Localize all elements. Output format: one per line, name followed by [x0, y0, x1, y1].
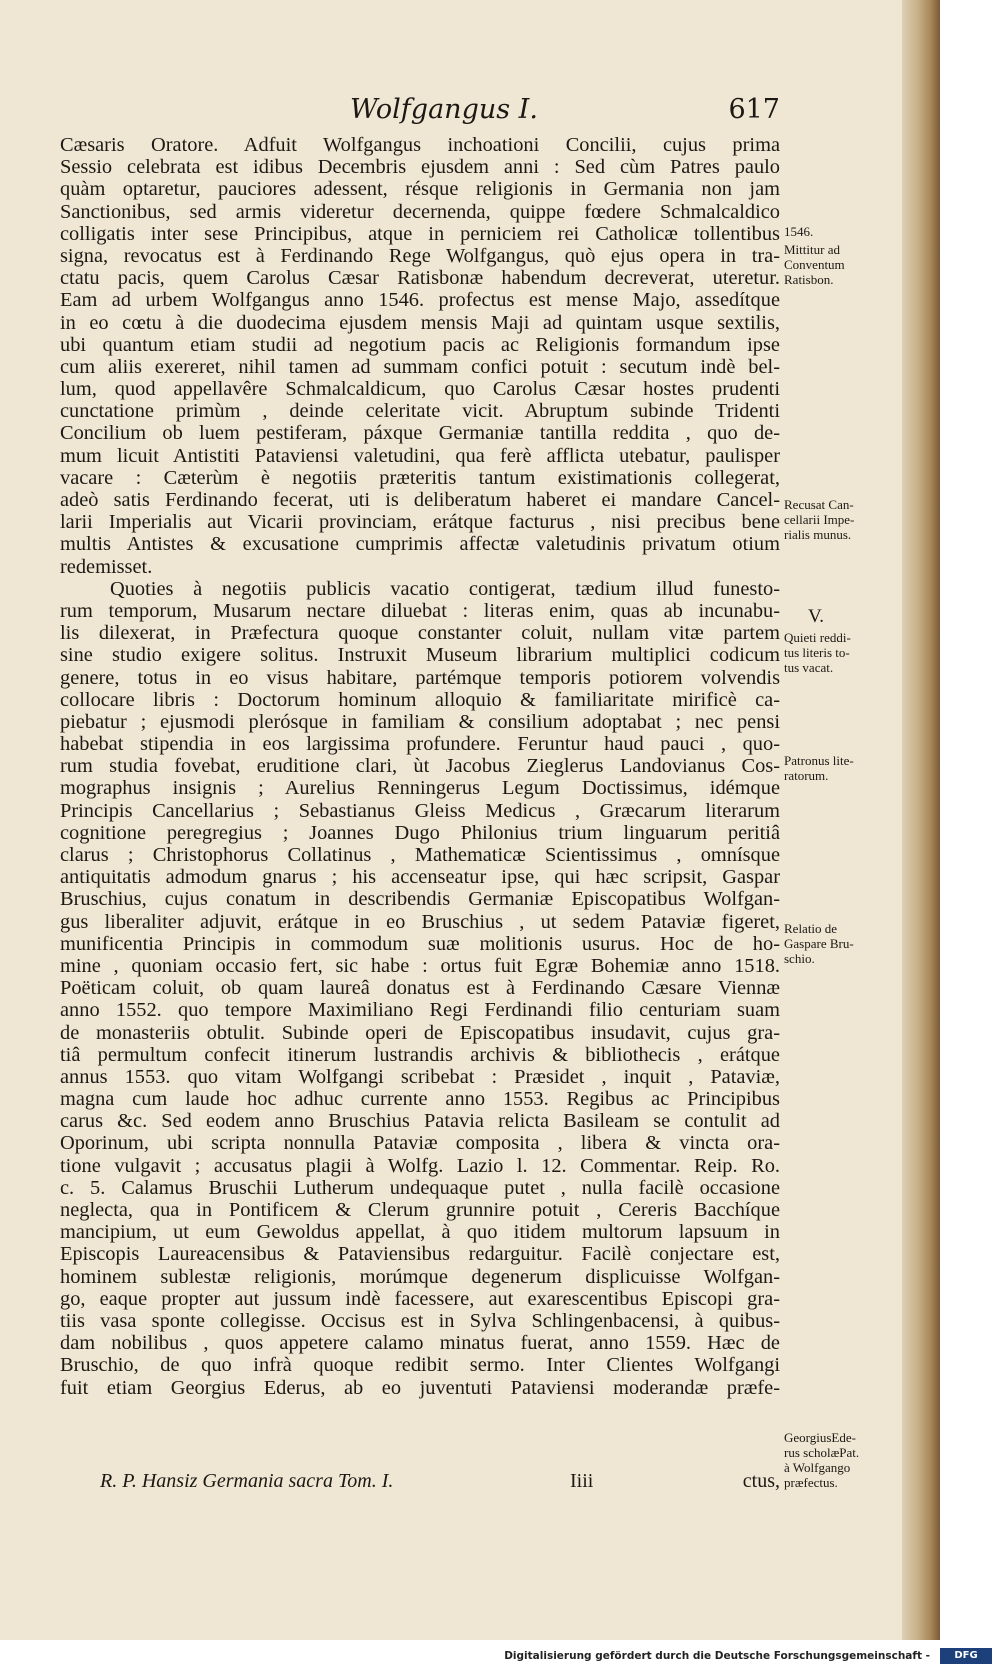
text-line: Oporinum, ubi scripta nonnulla Pataviæ composita , libera & vincta ora- [60, 1132, 780, 1155]
text-line: cognitione peregregius ; Joannes Dugo Philonius trium linguarum peritiâ [60, 821, 780, 844]
text-line: ctatu pacis, quem Carolus Cæsar Ratisbonæ habendum decreverat, uteretur. [60, 267, 780, 290]
page-number: 617 [728, 94, 780, 125]
text-line: Concilium ob luem pestiferam, páxque Germaniæ tantilla reddita , quo de- [60, 422, 780, 445]
margin-note-line: rus scholæPat. [784, 1445, 860, 1460]
margin-note-line: ratorum. [784, 768, 829, 783]
text-line: go, eaque propter aut jussum indè facessere, aut exarescentibus Episcopi gra- [60, 1287, 780, 1310]
margin-note-line: Quieti reddi- [784, 630, 851, 645]
text-line: Cæsaris Oratore. Adfuit Wolfgangus inchoationi Concilii, cujus prima [60, 134, 780, 156]
text-line: dam nobilibus , quos appetere calamo minatus fuerat, anno 1559. Hæc de [60, 1332, 780, 1355]
page-header [60, 94, 780, 130]
text-line: clarus ; Christophorus Collatinus , Mathematicæ Scientissimus , omnísque [60, 844, 780, 866]
text-line: Eam ad urbem Wolfgangus anno 1546. profectus est mense Majo, assedítque [60, 289, 780, 312]
text-line: colligatis inter sese Principibus, atque in perniciem rei Catholicæ tollentibus [60, 222, 780, 245]
text-line: ubi quantum etiam studii ad negotium pacis ac Religionis formandum ipse [60, 333, 780, 356]
margin-note-line: tus vacat. [784, 660, 834, 675]
text-line: tione vulgavit ; accusatus plagii à Wolfg. Lazio l. 12. Commentar. Reip. Ro. [60, 1154, 780, 1177]
text-line: piebatur ; ejusmodi plerósque in familiam & consilium adoptabat ; nec pensi [60, 710, 780, 733]
margin-note-line: Ratisbon. [784, 272, 834, 287]
margin-note-line: Conventum [784, 257, 845, 272]
text-line: mographus insignis ; Aurelius Renningerus Legum Doctissimus, idémque [60, 777, 780, 800]
text-line: Bruschio, de quo infrà quoque redibit sermo. Inter Clientes Wolfgangi [60, 1354, 780, 1377]
page-footer [100, 1470, 780, 1496]
text-line: cunctatione primùm , deinde celeritate vicit. Abruptum subinde Tridenti [60, 400, 780, 423]
text-line: fuit etiam Georgius Ederus, ab eo juventuti Pataviensi moderandæ præfe- [60, 1376, 780, 1399]
margin-note-line: tus literis to- [784, 645, 850, 660]
text-line: tiâ permultum confecit itinerum lustrandis archivis & bibliothecis , erátque [60, 1043, 780, 1066]
text-line: signa, revocatus est à Ferdinando Rege Wolfgangus, quò ejus opera in tra- [60, 244, 780, 267]
digitization-credit-bar [0, 1648, 1000, 1668]
text-line: lum, quod appellavêre Schmalcaldicum, quo Carolus Cæsar hostes prudenti [60, 378, 780, 401]
text-line: cum aliis exereret, nihil tamen ad summam confici potuit : secutum indè bel- [60, 355, 780, 378]
text-line: collocare libris : Doctorum hominum alloquio & familiaritate mirificè ca- [60, 688, 780, 711]
text-line: neglecta, qua in Pontificem & Clerum grunnire potuit , Cereris Bacchíque [60, 1199, 780, 1221]
text-line: habebat stipendia in eos largissima profundere. Feruntur haud pauci , quo- [60, 733, 780, 756]
margin-note-line: rialis munus. [784, 527, 852, 542]
text-line: lis dilexerat, in Præfectura quoque constanter coluit, nullam vitæ partem [60, 622, 780, 645]
text-line: in eo cœtu à die duodecima ejusdem mensis Maji ad quintam usque sextilis, [60, 311, 780, 334]
text-line: redemisset. [60, 555, 153, 578]
text-line: magna cum laude hoc adhuc currente anno 1553. Regibus ac Principibus [60, 1088, 780, 1111]
text-line: de monasteriis obtulit. Subinde operi de Episcopatibus insudavit, cujus gra- [60, 1021, 780, 1044]
margin-note-section-v [808, 606, 920, 628]
margin-note-line: Mittitur ad [784, 242, 840, 257]
text-line: vacare : Cæterùm è negotiis præteritis tantum existimationis collegerat, [60, 466, 780, 489]
margin-note-line: cellarii Impe- [784, 512, 855, 527]
margin-note-mittitur [784, 242, 896, 287]
text-line: mum licuit Antistiti Pataviensi valetudini, qua ferè afflicta utebatur, paulisper [60, 444, 780, 467]
margin-note-relatio [784, 921, 896, 966]
margin-note-line: schio. [784, 951, 815, 966]
text-line: sine studio exigere solitus. Instruxit Museum librarium multiplici codicum [60, 644, 780, 667]
margin-note-line: GeorgiusEde- [784, 1430, 856, 1445]
margin-note-1546 [784, 224, 896, 239]
text-line: rum temporum, Musarum nectare diluebat : literas enim, quas ab incunabu- [60, 599, 780, 622]
dfg-logo: DFG [940, 1648, 992, 1664]
running-title: Wolfgangus I. [350, 94, 538, 125]
footer-signature: R. P. Hansiz Germania sacra Tom. I. [100, 1470, 394, 1492]
text-line: Quoties à negotiis publicis vacatio contigerat, tædium illud funesto- [110, 577, 780, 600]
gathering-mark: Iiii [570, 1470, 594, 1492]
text-line: mancipium, ut eum Gewoldus appellat, à quo itidem multorum lapsuum in [60, 1221, 780, 1244]
margin-note-line: à Wolfgango [784, 1460, 851, 1475]
margin-note-line: Recusat Can- [784, 497, 854, 512]
text-line: Sessio celebrata est idibus Decembris ejusdem anni : Sed cùm Patres paulo [60, 156, 780, 179]
text-line: tiis vasa sponte collegisse. Occisus est in Sylva Schlingenbacensi, à quibus- [60, 1309, 780, 1332]
digitization-credit: Digitalisierung gefördert durch die Deutsche Forschungsgemeinschaft - [504, 1650, 930, 1662]
text-line: Episcopis Laureacensibus & Pataviensibus redarguitur. Facilè conjectare est, [60, 1243, 780, 1266]
text-line: hominem sublestæ religionis, morúmque degenerum displicuisse Wolfgan- [60, 1265, 780, 1288]
text-line: anno 1552. quo tempore Maximiliano Regi Ferdinandi filio centuriam suam [60, 999, 780, 1022]
margin-note-line: 1546. [784, 224, 814, 239]
margin-note-line: Gaspare Bru- [784, 936, 854, 951]
margin-note-line: Relatio de [784, 921, 838, 936]
text-line: gus liberaliter adjuvit, erátque in eo Bruschius , ut sedem Pataviæ figeret, [60, 910, 780, 933]
text-line: adeò satis Ferdinando fecerat, uti is deliberatum haberet ei mandare Cancel- [60, 489, 780, 511]
text-line: munificentia Principis in commodum suæ molitionis usurus. Hoc de ho- [60, 932, 780, 955]
text-line: larii Imperialis aut Vicarii provinciam, erátque facturus , nisi precibus bene [60, 511, 780, 534]
text-line: Bruschius, cujus conatum in describendis Germaniæ Episcopatibus Wolfgan- [60, 888, 780, 911]
body-text [60, 134, 780, 1399]
margin-note-recusat [784, 497, 896, 542]
margin-note-line: Patronus lite- [784, 753, 854, 768]
text-line: antiquitatis admodum gnarus ; his accenseatur ipse, qui hæc scripsit, Gaspar [60, 866, 780, 889]
margin-note-line: præfectus. [784, 1475, 838, 1490]
text-line: genere, totus in eo visus habitare, partémque temporis potiorem volvendis [60, 666, 780, 689]
margin-note-patronus [784, 753, 896, 783]
text-line: carus &c. Sed eodem anno Bruschius Patavia relicta Basileam se contulit ad [60, 1110, 780, 1133]
text-line: multis Antistes & excusatione cumprimis affectæ valetudinis privatum otium [60, 533, 780, 556]
text-line: quàm optaretur, pauciores adessent, résque religionis in Germania non jam [60, 178, 780, 201]
text-line: Sanctionibus, sed armis videretur decernenda, quippe fœdere Schmalcaldico [60, 200, 780, 223]
text-line: Principis Cancellarius ; Sebastianus Gleiss Medicus , Græcarum literarum [60, 799, 780, 822]
book-spine [902, 0, 940, 1640]
margin-note-line: V. [808, 606, 825, 627]
text-line: c. 5. Calamus Bruschii Lutherum undequaque putet , nulla facilè occasione [60, 1176, 780, 1199]
margin-note-georgius [784, 1430, 896, 1490]
text-line: rum studia fovebat, eruditione clari, ùt Jacobus Zieglerus Landovianus Cos- [60, 755, 780, 778]
catchword: ctus, [742, 1470, 780, 1492]
text-line: mine , quoniam occasio fert, sic habe : ortus fuit Egræ Bohemiæ anno 1518. [60, 954, 780, 977]
margin-note-quieti [784, 630, 896, 675]
text-line: annus 1553. quo vitam Wolfgangi scribebat : Præsidet , inquit , Pataviæ, [60, 1065, 780, 1088]
text-line: Poëticam coluit, ob quam laureâ donatus est à Ferdinando Cæsare Viennæ [60, 977, 780, 1000]
